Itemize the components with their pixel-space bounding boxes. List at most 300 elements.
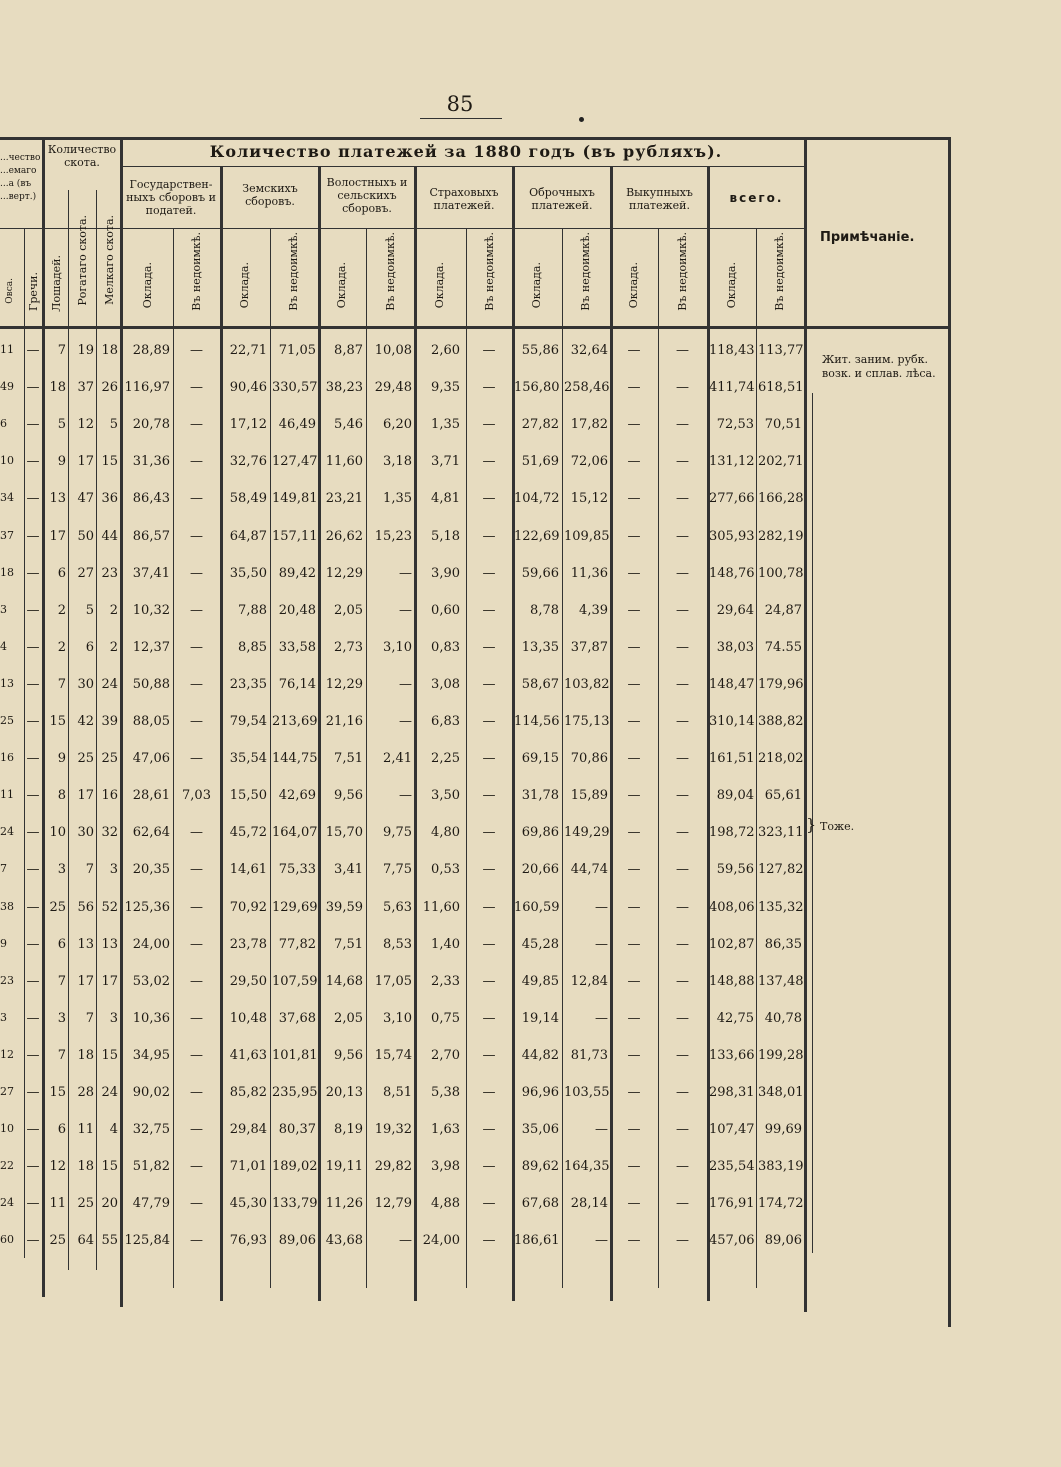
table-cell: 9 <box>0 936 7 950</box>
table-cell: — <box>399 602 412 618</box>
table-cell: — <box>627 565 641 581</box>
table-cell: 7 <box>57 1047 66 1063</box>
table-cell: 3,98 <box>431 1159 460 1175</box>
table-cell: 27 <box>0 1085 14 1098</box>
table-cell: 29,84 <box>229 1122 267 1138</box>
table-cell: 13 <box>101 936 118 952</box>
header-bottom-rule <box>0 326 950 329</box>
table-cell: 76,93 <box>229 1233 267 1249</box>
table-cell: 43,68 <box>325 1233 363 1249</box>
table-cell: 24,87 <box>764 602 802 618</box>
table-cell: — <box>676 1047 689 1063</box>
table-cell: 133,79 <box>272 1196 318 1212</box>
table-cell: 144,75 <box>272 751 318 767</box>
table-cell: — <box>482 565 496 581</box>
table-cell: 46,49 <box>278 417 316 433</box>
table-cell: 4 <box>109 1122 118 1138</box>
header-obrok: Оброчныхъ платежей. <box>529 186 595 212</box>
table-cell: 80,37 <box>278 1122 316 1138</box>
table-cell: 3 <box>0 1010 7 1024</box>
table-cell: — <box>676 639 689 655</box>
table-cell: 2,25 <box>431 751 460 767</box>
table-cell: 175,13 <box>564 714 610 729</box>
table-cell: — <box>627 343 641 358</box>
table-cell: 38,03 <box>716 639 754 655</box>
table-cell: 37 <box>0 528 14 542</box>
table-cell: 58,49 <box>229 491 267 507</box>
table-cell: 12,84 <box>570 973 608 989</box>
table-cell: 2,05 <box>334 602 363 618</box>
table-cell: 2,73 <box>334 639 363 655</box>
table-cell: 6 <box>57 1122 66 1138</box>
table-cell: 24 <box>101 676 118 692</box>
table-cell: — <box>26 380 40 396</box>
table-cell: 67,68 <box>521 1196 559 1212</box>
table-cell: 15 <box>49 1085 66 1100</box>
note-brace: } <box>806 815 817 834</box>
table-cell: 24 <box>0 1196 14 1210</box>
table-cell: 149,81 <box>272 491 318 507</box>
table-cell: 17,12 <box>229 417 267 433</box>
table-cell: 71,05 <box>278 343 316 358</box>
table-cell: 411,74 <box>709 380 755 396</box>
table-cell: — <box>190 936 203 952</box>
table-cell: 29,64 <box>716 602 754 618</box>
table-cell: — <box>627 1196 641 1212</box>
table-cell: 59,56 <box>716 862 754 878</box>
table-cell: 11 <box>77 1122 94 1138</box>
table-cell: 6 <box>57 936 66 952</box>
table-cell: 15 <box>101 1047 118 1063</box>
table-cell: 89,62 <box>521 1159 559 1175</box>
table-cell: 4,80 <box>431 825 460 841</box>
table-cell: 2 <box>57 639 66 655</box>
table-cell: 7,03 <box>182 788 211 804</box>
table-cell: 20,13 <box>325 1085 363 1100</box>
table-cell: 19,14 <box>521 1010 559 1026</box>
table-cell: 5 <box>109 417 118 433</box>
table-cell: — <box>482 1196 496 1212</box>
table-cell: 174,72 <box>758 1196 804 1212</box>
table-cell: 277,66 <box>709 491 755 507</box>
table-cell: — <box>399 1233 412 1249</box>
subheader-nedoimka: Въ недоимкѣ. <box>384 232 397 311</box>
subheader-horses: Лошадей. <box>50 255 63 312</box>
table-cell: 17 <box>49 528 66 544</box>
table-cell: 107,47 <box>709 1122 755 1138</box>
table-cell: 157,11 <box>272 528 318 544</box>
table-cell: — <box>676 1010 689 1026</box>
table-cell: 1,35 <box>431 417 460 433</box>
table-cell: 0,53 <box>431 862 460 878</box>
table-cell: 8,53 <box>383 936 412 952</box>
table-cell: 24 <box>101 1085 118 1100</box>
table-cell: 26 <box>101 380 118 396</box>
subheader-nedoimka: Въ недоимкѣ. <box>773 232 786 311</box>
table-cell: — <box>399 676 412 692</box>
table-cell: 2,60 <box>431 343 460 358</box>
table-cell: 9 <box>57 454 66 470</box>
table-cell: 11 <box>49 1196 66 1212</box>
col-rule <box>366 228 367 1288</box>
table-cell: — <box>26 1047 40 1063</box>
table-cell: — <box>190 528 203 544</box>
table-cell: 7,51 <box>334 936 363 952</box>
table-cell: 60 <box>0 1233 14 1247</box>
table-cell: 129,69 <box>272 899 318 915</box>
table-cell: 18 <box>77 1159 94 1175</box>
table-cell: 116,97 <box>124 380 170 396</box>
col-rule <box>466 228 467 1288</box>
table-cell: 17 <box>77 788 94 804</box>
table-cell: 85,82 <box>229 1085 267 1100</box>
header-buyout: Выкупныхъ платежей. <box>626 186 693 212</box>
table-cell: 189,02 <box>272 1159 318 1175</box>
table-cell: — <box>190 714 203 729</box>
table-cell: — <box>482 417 496 433</box>
table-cell: 69,15 <box>521 751 559 767</box>
table-cell: 9,35 <box>431 380 460 396</box>
table-cell: 23,78 <box>229 936 267 952</box>
table-cell: 13,35 <box>521 639 559 655</box>
table-cell: — <box>482 528 496 544</box>
table-cell: — <box>26 825 40 841</box>
header-cut-column: ...чество ...емаго ...а (въ ...верт.) <box>0 153 41 202</box>
table-cell: 199,28 <box>758 1047 804 1063</box>
table-cell: 330,57 <box>272 380 318 396</box>
header-remark: Примѣчаніе. <box>820 230 915 245</box>
table-cell: — <box>627 1233 641 1249</box>
table-cell: 19 <box>77 343 94 358</box>
table-cell: — <box>26 565 40 581</box>
table-cell: — <box>627 676 641 692</box>
subheader-nedoimka: Въ недоимкѣ. <box>676 232 689 311</box>
table-cell: 107,59 <box>272 973 318 989</box>
table-cell: 10 <box>0 454 14 468</box>
table-cell: 202,71 <box>758 454 804 470</box>
table-cell: 6,83 <box>431 714 460 729</box>
table-cell: 9,75 <box>383 825 412 841</box>
table-cell: — <box>595 1233 608 1249</box>
table-cell: 148,76 <box>709 565 755 581</box>
table-cell: 2 <box>57 602 66 618</box>
table-cell: 15 <box>101 1159 118 1175</box>
table-cell: — <box>627 714 641 729</box>
table-cell: 104,72 <box>514 491 560 507</box>
table-title: Количество платежей за 1880 годъ (въ рубляхъ). <box>209 142 723 161</box>
table-cell: 45,72 <box>229 825 267 841</box>
table-cell: — <box>482 788 496 804</box>
table-cell: 49 <box>0 380 14 394</box>
col-rule <box>270 228 271 1288</box>
table-cell: 103,55 <box>564 1085 610 1100</box>
table-cell: 25 <box>49 899 66 915</box>
table-cell: — <box>627 454 641 470</box>
table-cell: 5 <box>85 602 94 618</box>
table-cell: — <box>482 825 496 841</box>
top-rule <box>0 137 950 140</box>
table-cell: — <box>676 1085 689 1100</box>
table-cell: — <box>627 491 641 507</box>
table-cell: 51,69 <box>521 454 559 470</box>
table-cell: 99,69 <box>764 1122 802 1138</box>
table-cell: 24,00 <box>422 1233 460 1249</box>
table-cell: 408,06 <box>709 899 755 915</box>
table-cell: 12,37 <box>132 639 170 655</box>
table-cell: 8,19 <box>334 1122 363 1138</box>
table-cell: 35,54 <box>229 751 267 767</box>
table-cell: 148,88 <box>709 973 755 989</box>
table-cell: — <box>190 343 203 358</box>
table-cell: 10,08 <box>374 343 412 358</box>
table-cell: 3 <box>109 1010 118 1026</box>
table-cell: 62,64 <box>132 825 170 841</box>
table-cell: 149,29 <box>564 825 610 841</box>
table-cell: — <box>26 528 40 544</box>
table-cell: 213,69 <box>272 714 318 729</box>
table-cell: 8,85 <box>238 639 267 655</box>
table-cell: 27,82 <box>521 417 559 433</box>
table-cell: — <box>190 973 203 989</box>
table-cell: 44 <box>101 528 118 544</box>
table-cell: 23 <box>0 973 14 987</box>
table-cell: 164,07 <box>272 825 318 841</box>
table-cell: — <box>482 714 496 729</box>
table-cell: 47,06 <box>132 751 170 767</box>
table-cell: 17 <box>77 973 94 989</box>
note-first: Жит. заним. рубк. возк. и сплав. лѣса. <box>822 353 936 380</box>
table-cell: — <box>190 491 203 507</box>
table-cell: 12,29 <box>325 676 363 692</box>
table-cell: — <box>482 343 496 358</box>
table-cell: 25 <box>0 714 14 727</box>
table-cell: — <box>26 1122 40 1138</box>
table-cell: — <box>482 1010 496 1026</box>
table-cell: — <box>482 751 496 767</box>
subheader-grechi: Гречи. <box>27 272 40 311</box>
table-cell: 9 <box>57 751 66 767</box>
table-cell: 179,96 <box>758 676 804 692</box>
subheader-small-livestock: Мелкаго скота. <box>103 215 116 305</box>
table-cell: — <box>26 639 40 655</box>
table-cell: 8 <box>57 788 66 804</box>
subheader-oats: Овса. <box>5 278 15 304</box>
table-cell: 11 <box>0 788 14 802</box>
table-cell: 15 <box>49 714 66 729</box>
table-cell: 127,47 <box>272 454 318 470</box>
table-cell: — <box>190 1010 203 1026</box>
table-cell: 22 <box>0 1159 14 1173</box>
table-cell: 38 <box>0 899 14 913</box>
table-cell: — <box>627 1010 641 1026</box>
header-total: всего. <box>729 191 784 205</box>
table-cell: — <box>627 862 641 878</box>
table-cell: — <box>627 602 641 618</box>
table-cell: — <box>627 825 641 841</box>
table-cell: 235,54 <box>709 1159 755 1175</box>
table-cell: 75,33 <box>278 862 316 878</box>
col-rule <box>173 228 174 1288</box>
table-cell: 618,51 <box>758 380 804 396</box>
table-cell: 2,05 <box>334 1010 363 1026</box>
table-cell: 6 <box>85 639 94 655</box>
table-cell: — <box>26 714 40 729</box>
table-cell: — <box>482 639 496 655</box>
table-cell: — <box>26 343 40 358</box>
table-cell: — <box>627 1122 641 1138</box>
table-cell: 1,40 <box>431 936 460 952</box>
table-cell: 3 <box>0 602 7 616</box>
table-cell: — <box>399 565 412 581</box>
table-cell: 24,00 <box>132 936 170 952</box>
table-cell: — <box>399 788 412 804</box>
table-cell: 166,28 <box>758 491 804 507</box>
table-cell: 19,32 <box>374 1122 412 1138</box>
note-same: Тоже. <box>820 820 855 833</box>
table-cell: 7 <box>57 676 66 692</box>
table-cell: — <box>676 380 689 396</box>
header-zemsky: Земскихъ сборовъ. <box>242 182 298 208</box>
table-cell: 7 <box>0 862 7 876</box>
table-cell: — <box>627 417 641 433</box>
table-cell: 5,46 <box>334 417 363 433</box>
table-cell: 25 <box>49 1233 66 1249</box>
table-cell: 37,87 <box>570 639 608 655</box>
table-cell: 13 <box>49 491 66 507</box>
table-cell: 70,92 <box>229 899 267 915</box>
table-cell: 15,74 <box>374 1047 412 1063</box>
table-cell: 49,85 <box>521 973 559 989</box>
table-cell: 11 <box>0 343 14 356</box>
table-cell: 0,83 <box>431 639 460 655</box>
table-cell: 15,50 <box>229 788 267 804</box>
table-cell: 114,56 <box>514 714 560 729</box>
table-cell: 20,35 <box>132 862 170 878</box>
table-cell: 35,50 <box>229 565 267 581</box>
table-cell: 29,82 <box>374 1159 412 1175</box>
table-cell: 282,19 <box>758 528 804 544</box>
table-cell: — <box>26 1233 40 1249</box>
table-cell: — <box>26 676 40 692</box>
table-cell: 10,32 <box>132 602 170 618</box>
table-cell: 50,88 <box>132 676 170 692</box>
table-cell: 6 <box>57 565 66 581</box>
col-rule <box>948 137 951 1327</box>
table-cell: — <box>482 1159 496 1175</box>
table-cell: 30 <box>77 825 94 841</box>
table-cell: — <box>676 602 689 618</box>
table-cell: 10,36 <box>132 1010 170 1026</box>
table-cell: 8,51 <box>383 1085 412 1100</box>
table-cell: — <box>676 714 689 729</box>
table-cell: — <box>190 565 203 581</box>
table-cell: 28,61 <box>132 788 170 804</box>
table-cell: — <box>482 454 496 470</box>
table-cell: 42,69 <box>278 788 316 804</box>
col-rule <box>658 228 659 1288</box>
table-cell: 100,78 <box>758 565 804 581</box>
table-cell: — <box>482 973 496 989</box>
table-cell: 15,23 <box>374 528 412 544</box>
table-cell: 103,82 <box>564 676 610 692</box>
table-cell: 2,33 <box>431 973 460 989</box>
table-cell: 37,41 <box>132 565 170 581</box>
table-cell: 198,72 <box>709 825 755 841</box>
table-cell: 118,43 <box>709 343 755 358</box>
table-cell: 59,66 <box>521 565 559 581</box>
table-cell: — <box>190 825 203 841</box>
table-cell: 86,43 <box>132 491 170 507</box>
table-cell: — <box>26 454 40 470</box>
table-cell: — <box>595 936 608 952</box>
table-cell: — <box>190 1196 203 1212</box>
table-cell: 65,61 <box>764 788 802 804</box>
table-cell: 40,78 <box>764 1010 802 1026</box>
table-cell: 156,80 <box>514 380 560 396</box>
table-cell: 122,69 <box>514 528 560 544</box>
subheader-cattle: Рогатаго скота. <box>76 215 89 306</box>
table-cell: — <box>190 454 203 470</box>
col-rule <box>562 228 563 1288</box>
table-cell: 89,06 <box>278 1233 316 1249</box>
table-cell: — <box>627 639 641 655</box>
table-cell: 15,12 <box>570 491 608 507</box>
table-cell: 8,78 <box>530 602 559 618</box>
table-cell: — <box>190 380 203 396</box>
subheader-oklada: Оклада. <box>627 262 640 309</box>
table-cell: — <box>676 788 689 804</box>
table-cell: 32 <box>101 825 118 841</box>
table-cell: 323,11 <box>758 825 804 841</box>
table-cell: 18 <box>49 380 66 396</box>
table-cell: 4,81 <box>431 491 460 507</box>
subheader-nedoimka: Въ недоимкѣ. <box>287 232 300 311</box>
table-cell: 89,04 <box>716 788 754 804</box>
table-cell: 3,18 <box>383 454 412 470</box>
table-cell: — <box>627 899 641 915</box>
table-cell: 2 <box>109 602 118 618</box>
table-cell: 39,59 <box>325 899 363 915</box>
table-cell: 11,26 <box>325 1196 363 1212</box>
table-cell: — <box>676 528 689 544</box>
table-cell: 1,35 <box>383 491 412 507</box>
table-cell: — <box>676 862 689 878</box>
table-cell: — <box>482 1085 496 1100</box>
table-cell: — <box>399 714 412 729</box>
table-cell: 11,60 <box>422 899 460 915</box>
header-volost: Волостныхъ и сельскихъ сборовъ. <box>326 176 408 215</box>
table-cell: 2 <box>109 639 118 655</box>
table-cell: — <box>627 528 641 544</box>
table-cell: 3,08 <box>431 676 460 692</box>
table-cell: 12 <box>77 417 94 433</box>
table-cell: 11,36 <box>570 565 608 581</box>
col-rule <box>96 190 97 1270</box>
table-cell: 47,79 <box>132 1196 170 1212</box>
table-cell: — <box>676 936 689 952</box>
table-cell: 102,87 <box>709 936 755 952</box>
table-cell: — <box>190 602 203 618</box>
table-cell: — <box>482 491 496 507</box>
table-cell: — <box>26 936 40 952</box>
table-cell: 25 <box>77 1196 94 1212</box>
table-cell: 7 <box>57 973 66 989</box>
table-cell: — <box>676 343 689 358</box>
table-cell: 42 <box>77 714 94 729</box>
table-cell: — <box>676 491 689 507</box>
table-cell: 3,90 <box>431 565 460 581</box>
table-cell: — <box>676 417 689 433</box>
